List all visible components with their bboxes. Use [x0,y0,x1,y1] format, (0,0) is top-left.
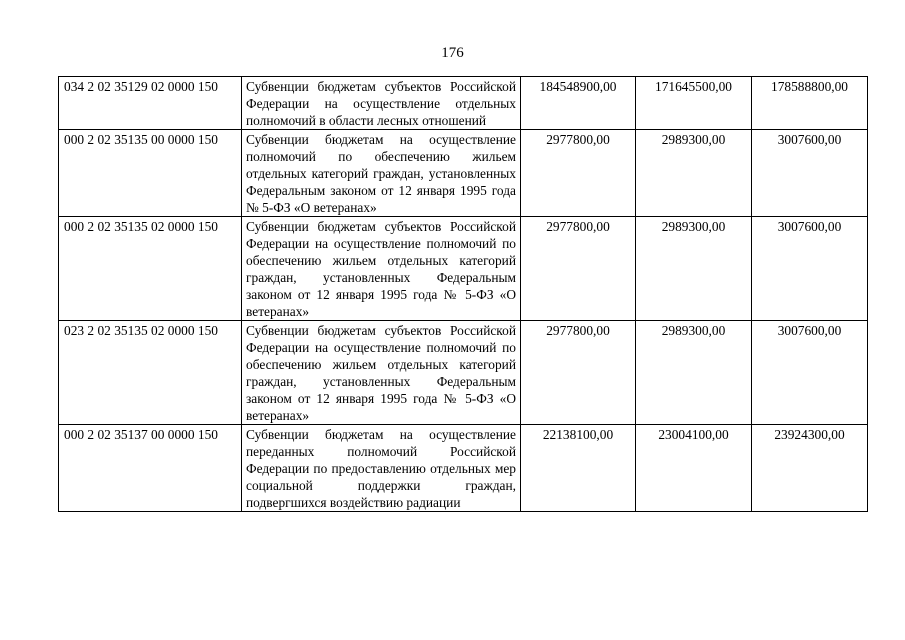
amount-year-1: 2977800,00 [521,217,636,321]
amount-year-2: 2989300,00 [636,130,752,217]
amount-year-2: 171645500,00 [636,77,752,130]
revenue-description: Субвенции бюджетам субъектов Российской Федерации на осуществление полномочий по обеспечению жильем отдельных категорий граждан, установленных Федеральным законом от 12 января 1995 года № 5-ФЗ «О ветеранах» [242,321,521,425]
page-number: 176 [441,45,464,61]
amount-year-1: 184548900,00 [521,77,636,130]
revenue-description: Субвенции бюджетам на осуществление полномочий по обеспечению жильем отдельных категорий граждан, установленных Федеральным законом от 12 января 1995 года № 5-ФЗ «О ветеранах» [242,130,521,217]
budget-classification-code: 000 2 02 35137 00 0000 150 [59,425,242,512]
amount-year-3: 3007600,00 [752,217,868,321]
amount-year-3: 3007600,00 [752,321,868,425]
amount-year-2: 2989300,00 [636,217,752,321]
budget-classification-code: 034 2 02 35129 02 0000 150 [59,77,242,130]
revenue-description: Субвенции бюджетам на осуществление переданных полномочий Российской Федерации по предоставлению отдельных мер социальной поддержки граждан, подвергшихся воздействию радиации [242,425,521,512]
amount-year-3: 23924300,00 [752,425,868,512]
budget-classification-code: 000 2 02 35135 00 0000 150 [59,130,242,217]
table-row [59,217,868,321]
table-row [59,321,868,425]
revenue-description: Субвенции бюджетам субъектов Российской Федерации на осуществление отдельных полномочий в области лесных отношений [242,77,521,130]
amount-year-3: 178588800,00 [752,77,868,130]
amount-year-3: 3007600,00 [752,130,868,217]
amount-year-1: 22138100,00 [521,425,636,512]
revenue-description: Субвенции бюджетам субъектов Российской Федерации на осуществление полномочий по обеспечению жильем отдельных категорий граждан, установленных Федеральным законом от 12 января 1995 года № 5-ФЗ «О ветеранах» [242,217,521,321]
budget-revenue-table [58,76,868,512]
amount-year-1: 2977800,00 [521,321,636,425]
amount-year-2: 2989300,00 [636,321,752,425]
amount-year-1: 2977800,00 [521,130,636,217]
table-row [59,77,868,130]
table-row [59,425,868,512]
budget-classification-code: 000 2 02 35135 02 0000 150 [59,217,242,321]
budget-classification-code: 023 2 02 35135 02 0000 150 [59,321,242,425]
table-row [59,130,868,217]
amount-year-2: 23004100,00 [636,425,752,512]
